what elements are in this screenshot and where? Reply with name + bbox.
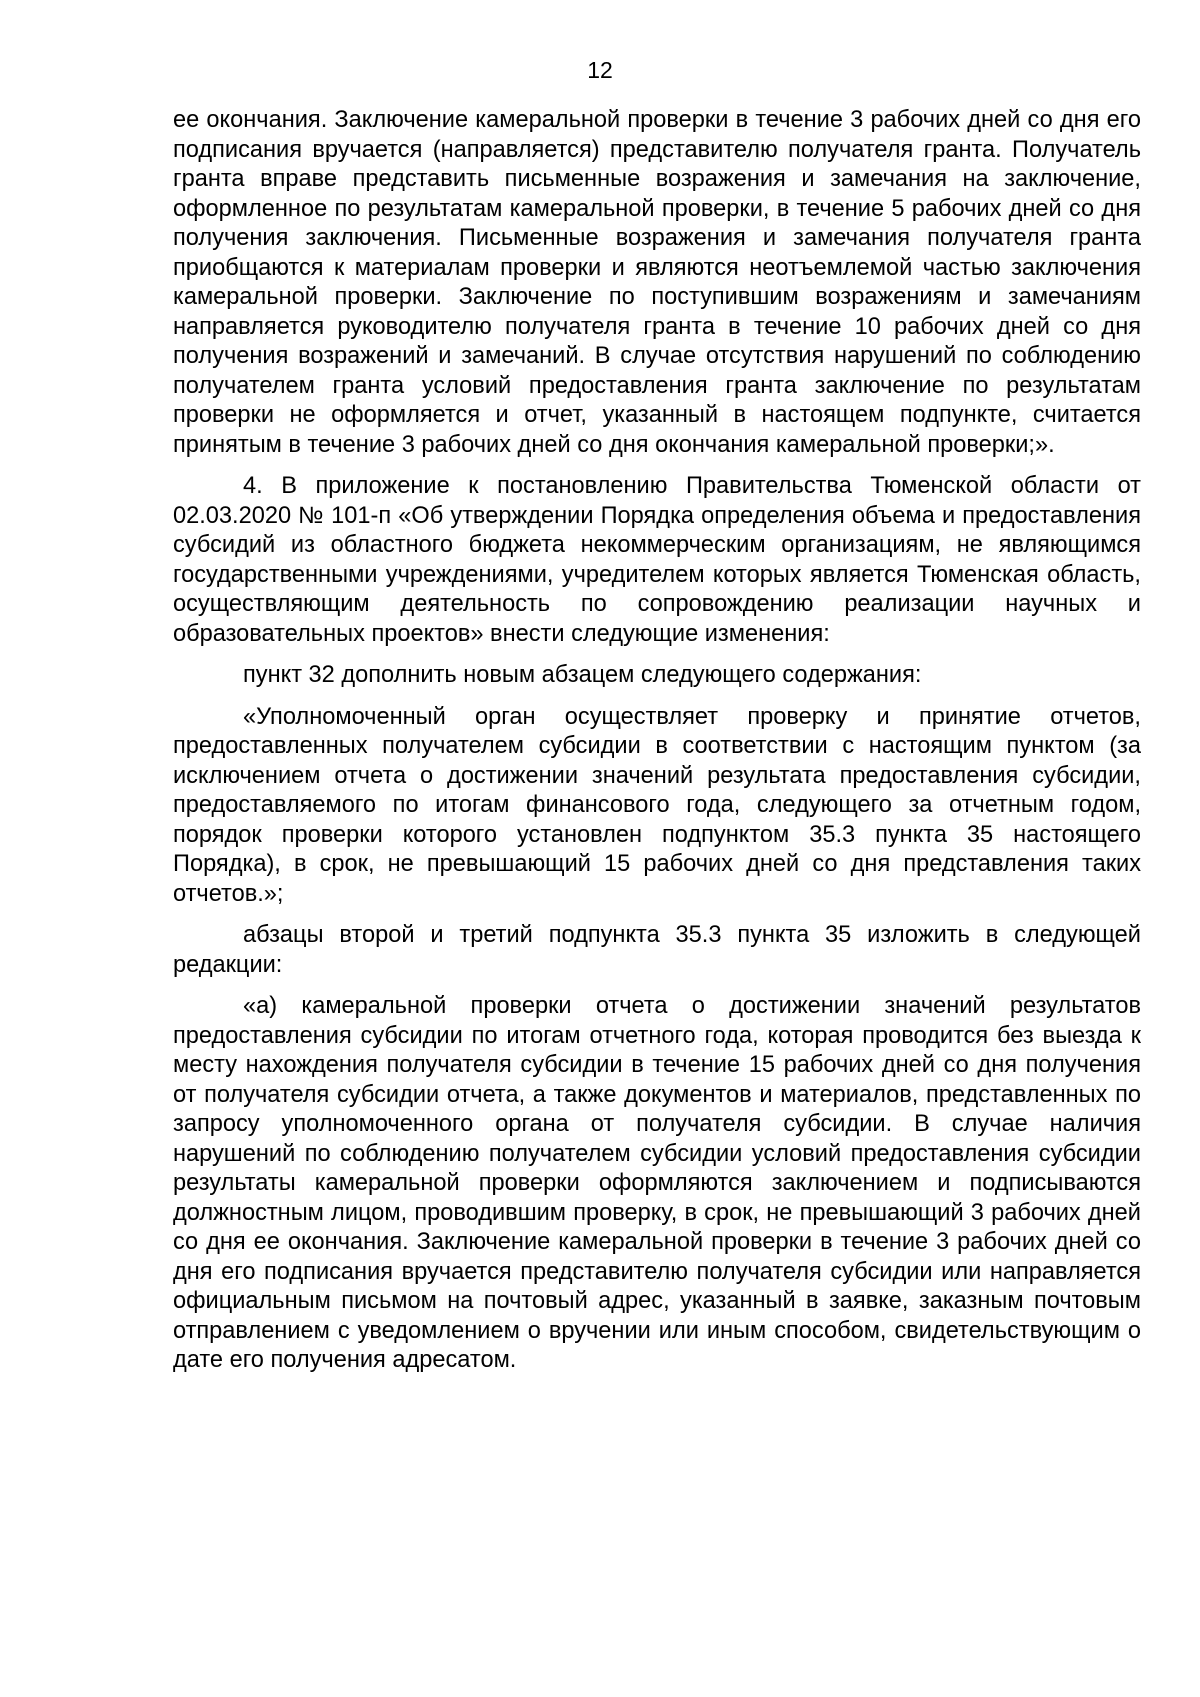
paragraph-quoted-32: «Уполномоченный орган осуществляет проверку и принятие отчетов, предоставленных получателем субсидии в соответствии с настоящим пунктом (за исключением отчета о достижении значений результата предоставления субсидии, предоставляемого по итогам финансового года, следующего за отчетным годом, порядок проверки которого установлен подпунктом 35.3 пункта 35 настоящего Порядка), в срок, не превышающий 15 рабочих дней со дня представления таких отчетов.»; (173, 703, 1141, 907)
paragraph-continuation: ее окончания. Заключение камеральной проверки в течение 3 рабочих дней со дня его подписания вручается (направляется) представителю получателя гранта. Получатель гранта вправе представить письменные возражения и замечания на заключение, оформленное по результатам камеральной проверки, в течение 5 рабочих дней со дня получения заключения. Письменные возражения и замечания получателя гранта приобщаются к материалам проверки и являются неотъемлемой частью заключения камеральной проверки. Заключение по поступившим возражениям и замечаниям направляется руководителю получателя гранта в течение 10 рабочих дней со дня получения возражений и замечаний. В случае отсутствия нарушений по соблюдению получателем гранта условий предоставления гранта заключение по результатам проверки не оформляется и отчет, указанный в настоящем подпункте, считается принятым в течение 3 рабочих дней со дня окончания камеральной проверки;». (173, 107, 1141, 458)
paragraph-amendment-35-3: абзацы второй и третий подпункта 35.3 пункта 35 изложить в следующей редакции: (173, 922, 1141, 978)
paragraph-amendment-32: пункт 32 дополнить новым абзацем следующего содержания: (243, 662, 922, 688)
document-body (173, 106, 1141, 1388)
paragraph-item-4: 4. В приложение к постановлению Правительства Тюменской области от 02.03.2020 № 101-п «Об утверждении Порядка определения объема и предоставления субсидий из областного бюджета некоммерческим организациям, не являющимся государственными учреждениями, учредителем которых является Тюменская область, осуществляющим деятельность по сопровождению реализации научных и образовательных проектов» внести следующие изменения: (173, 473, 1141, 647)
paragraph-quoted-35-3: «а) камеральной проверки отчета о достижении значений результатов предоставления субсидии по итогам отчетного года, которая проводится без выезда к месту нахождения получателя субсидии в течение 15 рабочих дней со дня получения от получателя субсидии отчета, а также документов и материалов, представленных по запросу уполномоченного органа от получателя субсидии. В случае наличия нарушений по соблюдению получателем субсидии условий предоставления субсидии результаты камеральной проверки оформляются заключением и подписываются должностным лицом, проводившим проверку, в срок, не превышающий 3 рабочих дней со дня ее окончания. Заключение камеральной проверки в течение 3 рабочих дней со дня его подписания вручается представителю получателя субсидии или направляется официальным письмом на почтовый адрес, указанный в заявке, заказным почтовым отправлением с уведомлением о вручении или иным способом, свидетельствующим о дате его получения адресатом. (173, 993, 1141, 1373)
page-number: 12 (587, 57, 613, 83)
